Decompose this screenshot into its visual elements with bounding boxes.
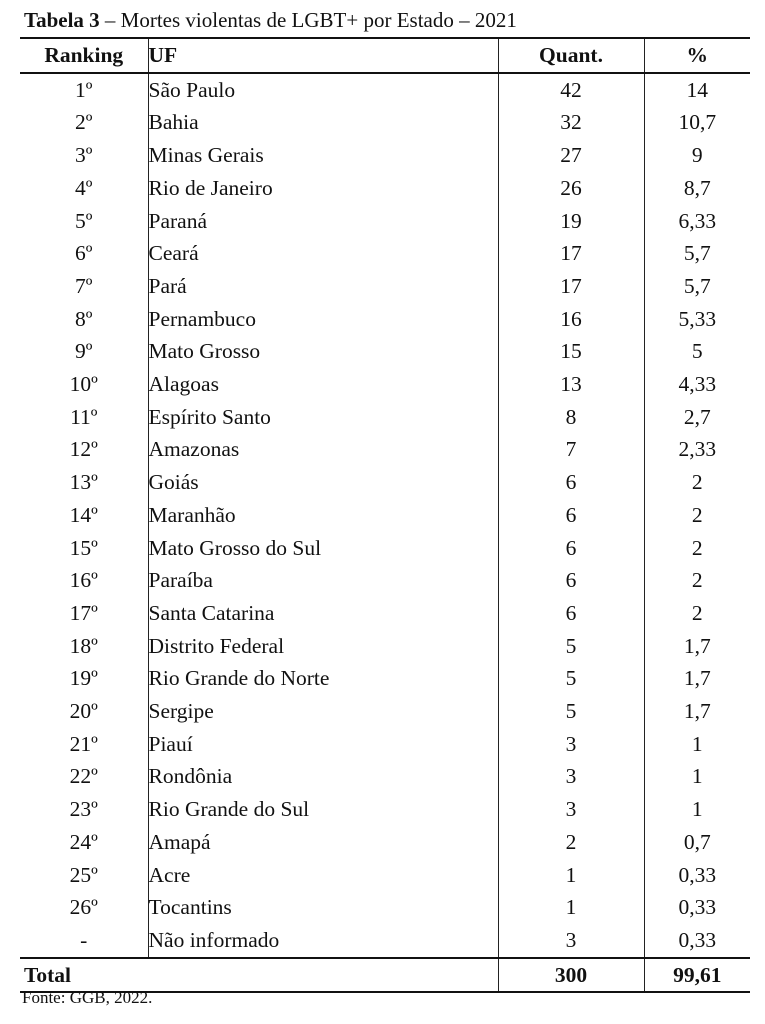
cell-ranking: 14º [69, 502, 98, 527]
cell-percent: 8,7 [644, 172, 750, 205]
header-quantity: Quant. [498, 38, 644, 73]
cell-percent: 6,33 [644, 205, 750, 238]
cell-uf: Rio Grande do Norte [148, 662, 498, 695]
cell-quantity: 15 [498, 335, 644, 368]
table-row [20, 433, 750, 466]
cell-quantity: 6 [498, 597, 644, 630]
header-percent: % [644, 38, 750, 73]
cell-quantity: 27 [498, 139, 644, 172]
cell-uf: Acre [148, 859, 498, 892]
cell-ranking: 4º [75, 175, 93, 200]
cell-ranking: 17º [69, 600, 98, 625]
table-caption [24, 6, 517, 34]
cell-uf: Goiás [148, 466, 498, 499]
cell-percent: 0,33 [644, 924, 750, 958]
cell-quantity: 1 [498, 859, 644, 892]
table-row [20, 270, 750, 303]
cell-quantity: 1 [498, 891, 644, 924]
cell-uf: Paraná [148, 205, 498, 238]
ranking-table [20, 37, 750, 993]
cell-percent: 10,7 [644, 106, 750, 139]
cell-ranking: 9º [75, 339, 93, 364]
table-row [20, 106, 750, 139]
cell-quantity: 8 [498, 401, 644, 434]
cell-ranking: 6º [75, 241, 93, 266]
cell-percent: 5,33 [644, 303, 750, 336]
cell-uf: Rondônia [148, 760, 498, 793]
cell-percent: 4,33 [644, 368, 750, 401]
cell-ranking: 16º [69, 568, 98, 593]
table-row [20, 793, 750, 826]
cell-uf: Rio Grande do Sul [148, 793, 498, 826]
table-row [20, 368, 750, 401]
cell-percent: 14 [644, 73, 750, 107]
table-row [20, 303, 750, 336]
table-row [20, 335, 750, 368]
cell-uf: Minas Gerais [148, 139, 498, 172]
cell-quantity: 7 [498, 433, 644, 466]
total-percent: 99,61 [644, 958, 750, 993]
cell-percent: 2 [644, 499, 750, 532]
cell-uf: Sergipe [148, 695, 498, 728]
cell-percent: 2 [644, 597, 750, 630]
table-row [20, 401, 750, 434]
cell-percent: 0,33 [644, 891, 750, 924]
table-row [20, 728, 750, 761]
cell-percent: 2,7 [644, 401, 750, 434]
table-row [20, 237, 750, 270]
cell-quantity: 42 [498, 73, 644, 107]
cell-percent: 2 [644, 466, 750, 499]
table-caption-label: Tabela 3 [24, 8, 100, 32]
table-row [20, 172, 750, 205]
cell-uf: Paraíba [148, 564, 498, 597]
table-header-row [20, 38, 750, 73]
cell-quantity: 6 [498, 466, 644, 499]
cell-uf: Bahia [148, 106, 498, 139]
cell-quantity: 6 [498, 564, 644, 597]
table-row [20, 760, 750, 793]
cell-uf: Maranhão [148, 499, 498, 532]
cell-ranking: 15º [69, 535, 98, 560]
cell-uf: Amazonas [148, 433, 498, 466]
cell-quantity: 3 [498, 793, 644, 826]
cell-quantity: 5 [498, 662, 644, 695]
cell-ranking: 19º [69, 666, 98, 691]
cell-percent: 2,33 [644, 433, 750, 466]
cell-quantity: 17 [498, 270, 644, 303]
cell-percent: 5,7 [644, 237, 750, 270]
table-row [20, 826, 750, 859]
table-row [20, 73, 750, 107]
table-row [20, 532, 750, 565]
cell-percent: 1 [644, 728, 750, 761]
cell-uf: Santa Catarina [148, 597, 498, 630]
cell-percent: 1,7 [644, 662, 750, 695]
cell-ranking: 1º [75, 77, 93, 102]
cell-uf: Pernambuco [148, 303, 498, 336]
cell-quantity: 13 [498, 368, 644, 401]
header-ranking: Ranking [20, 38, 148, 73]
cell-uf: Ceará [148, 237, 498, 270]
source-note: Fonte: GGB, 2022. [22, 988, 153, 1007]
cell-uf: Distrito Federal [148, 630, 498, 663]
cell-ranking: 13º [69, 470, 98, 495]
cell-quantity: 3 [498, 760, 644, 793]
cell-ranking: 12º [69, 437, 98, 462]
table-row [20, 564, 750, 597]
cell-ranking: 5º [75, 208, 93, 233]
cell-uf: Não informado [148, 924, 498, 958]
cell-quantity: 6 [498, 532, 644, 565]
cell-percent: 1 [644, 793, 750, 826]
table-row [20, 924, 750, 958]
cell-ranking: 2º [75, 110, 93, 135]
cell-uf: Tocantins [148, 891, 498, 924]
table-row [20, 891, 750, 924]
cell-ranking: 7º [75, 273, 93, 298]
cell-quantity: 19 [498, 205, 644, 238]
cell-uf: Piauí [148, 728, 498, 761]
cell-uf: Pará [148, 270, 498, 303]
cell-percent: 2 [644, 564, 750, 597]
cell-uf: Mato Grosso [148, 335, 498, 368]
table-row [20, 139, 750, 172]
cell-ranking: 18º [69, 633, 98, 658]
cell-ranking: 21º [69, 731, 98, 756]
cell-percent: 1,7 [644, 695, 750, 728]
cell-ranking: 24º [69, 829, 98, 854]
cell-ranking: 20º [69, 699, 98, 724]
cell-ranking: 25º [69, 862, 98, 887]
cell-quantity: 6 [498, 499, 644, 532]
cell-uf: Amapá [148, 826, 498, 859]
table-row [20, 205, 750, 238]
cell-percent: 1,7 [644, 630, 750, 663]
cell-quantity: 3 [498, 924, 644, 958]
cell-ranking: 22º [69, 764, 98, 789]
cell-quantity: 2 [498, 826, 644, 859]
cell-ranking: - [80, 927, 88, 952]
cell-percent: 0,33 [644, 859, 750, 892]
table-row [20, 466, 750, 499]
header-uf: UF [148, 38, 498, 73]
cell-ranking: 8º [75, 306, 93, 331]
cell-quantity: 17 [498, 237, 644, 270]
total-quantity: 300 [498, 958, 644, 993]
table-row [20, 859, 750, 892]
cell-percent: 1 [644, 760, 750, 793]
cell-uf: Rio de Janeiro [148, 172, 498, 205]
cell-uf: Espírito Santo [148, 401, 498, 434]
cell-percent: 5 [644, 335, 750, 368]
cell-quantity: 26 [498, 172, 644, 205]
cell-percent: 9 [644, 139, 750, 172]
table-caption-text: – Mortes violentas de LGBT+ por Estado – 2021 [99, 8, 517, 32]
total-label: Total [20, 958, 498, 993]
table-row [20, 662, 750, 695]
table-row [20, 695, 750, 728]
cell-percent: 2 [644, 532, 750, 565]
cell-uf: Alagoas [148, 368, 498, 401]
cell-ranking: 26º [69, 895, 98, 920]
table-row [20, 630, 750, 663]
cell-ranking: 23º [69, 797, 98, 822]
cell-ranking: 10º [69, 372, 98, 397]
cell-percent: 5,7 [644, 270, 750, 303]
cell-quantity: 5 [498, 630, 644, 663]
table-body [20, 73, 750, 958]
cell-quantity: 32 [498, 106, 644, 139]
cell-ranking: 11º [70, 404, 98, 429]
cell-quantity: 5 [498, 695, 644, 728]
cell-quantity: 16 [498, 303, 644, 336]
cell-uf: São Paulo [148, 73, 498, 107]
cell-uf: Mato Grosso do Sul [148, 532, 498, 565]
cell-ranking: 3º [75, 143, 93, 168]
cell-percent: 0,7 [644, 826, 750, 859]
table-row [20, 597, 750, 630]
cell-quantity: 3 [498, 728, 644, 761]
table-row [20, 499, 750, 532]
